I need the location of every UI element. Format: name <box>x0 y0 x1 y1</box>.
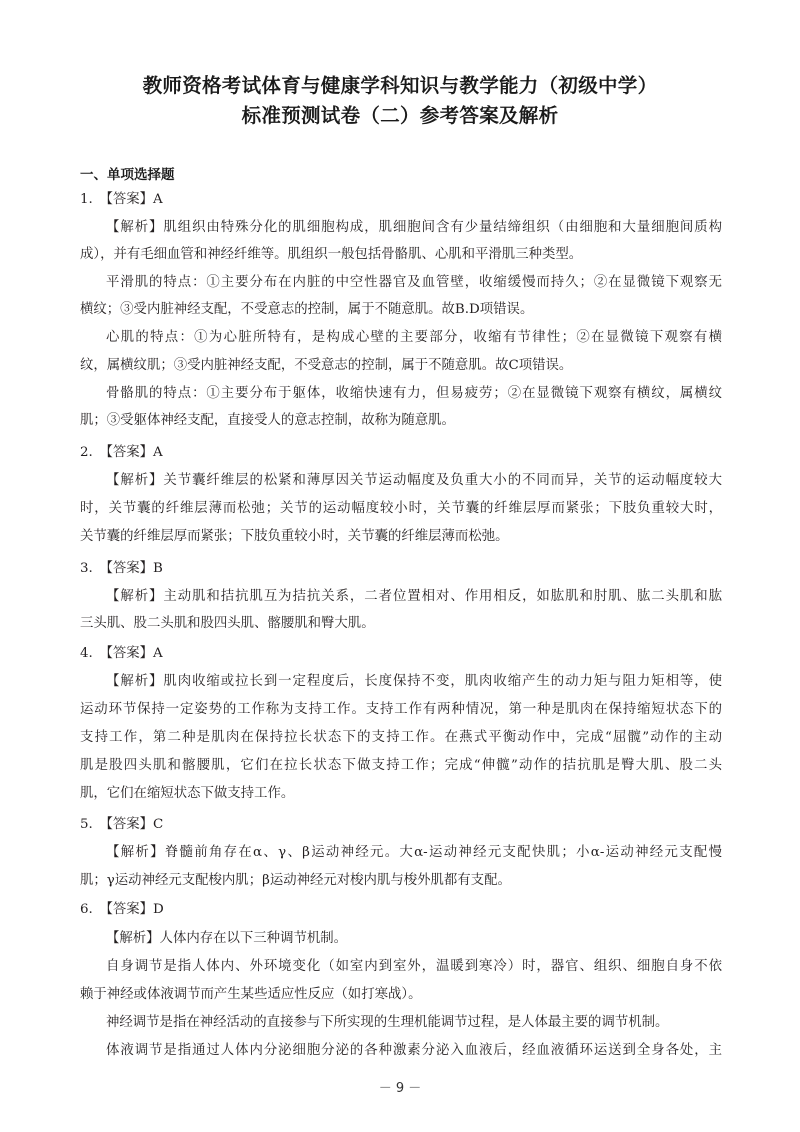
paragraph-line: 体液调节是指通过人体内分泌细胞分泌的各种激素分泌入血液后，经血液循环运送到全身各处，主 <box>106 1043 722 1058</box>
paragraph-line: 骨骼肌的特点：①主要分布于躯体，收缩快速有力，但易疲劳；②在显微镜下观察有横纹，属横纹 <box>106 386 722 401</box>
paragraph-line: 肌，它们在缩短状态下做支持工作。 <box>80 786 295 801</box>
paragraph-line: 【解析】关节囊纤维层的松紧和薄厚因关节运动幅度及负重大小的不同而异，关节的运动幅度较大 <box>106 473 722 488</box>
answer-line-q5: 5. 【答案】C <box>80 817 164 832</box>
paragraph-line: 肌；③受躯体神经支配，直接受人的意志控制，故称为随意肌。 <box>80 413 455 428</box>
answer-line-q6: 6. 【答案】D <box>80 902 164 917</box>
answer-line-q4: 4. 【答案】A <box>80 646 163 661</box>
paragraph-line: 关节囊的纤维层厚而紧张；下肢负重较小时，关节囊的纤维层薄而松弛。 <box>80 529 509 544</box>
answer-line-q2: 2. 【答案】A <box>80 445 163 460</box>
section-heading: 一、单项选择题 <box>80 167 175 183</box>
paragraph-line: 肌是股四头肌和髂腰肌，它们在拉长状态下做支持工作；完成“伸髋”动作的拮抗肌是臀大肌、股二头 <box>80 758 722 773</box>
paragraph-line: 【解析】人体内存在以下三种调节机制。 <box>106 931 348 946</box>
page-number: － 9 － <box>378 1081 422 1096</box>
paragraph-line: 平滑肌的特点：①主要分布在内脏的中空性器官及血管壁，收缩缓慢而持久；②在显微镜下观察无 <box>106 275 722 290</box>
paragraph-line: 时，关节囊的纤维层薄而松弛；关节的运动幅度较小时，关节囊的纤维层厚而紧张；下肢负重较大时， <box>80 501 722 516</box>
paragraph-line: 心肌的特点：①为心脏所特有，是构成心壁的主要部分，收缩有节律性；②在显微镜下观察有横 <box>106 330 722 345</box>
page-title-line1: 教师资格考试体育与健康学科知识与教学能力（初级中学） <box>142 74 658 97</box>
paragraph-line: 成），并有毛细血管和神经纤维等。肌组织一般包括骨骼肌、心肌和平滑肌三种类型。 <box>80 247 583 262</box>
paragraph-line: 三头肌、股二头肌和股四头肌、髂腰肌和臀大肌。 <box>80 616 375 631</box>
paragraph-line: 【解析】肌肉收缩或拉长到一定程度后，长度保持不变，肌肉收缩产生的动力矩与阻力矩相等，使 <box>106 674 722 689</box>
paragraph-line: 肌；γ运动神经元支配梭内肌；β运动神经元对梭内肌与梭外肌都有支配。 <box>80 873 511 888</box>
paragraph-line: 赖于神经或体液调节而产生某些适应性反应（如打寒战）。 <box>80 987 422 1002</box>
answer-line-q1: 1. 【答案】A <box>80 192 163 207</box>
paragraph-line: 纹，属横纹肌；③受内脏神经支配，不受意志的控制，属于不随意肌。故C项错误。 <box>80 358 573 373</box>
paragraph-line: 运动环节保持一定姿势的工作称为支持工作。支持工作有两种情况，第一种是肌肉在保持缩短状态下的 <box>80 702 722 717</box>
answer-line-q3: 3. 【答案】B <box>80 561 163 576</box>
paragraph-line: 神经调节是指在神经活动的直接参与下所实现的生理机能调节过程，是人体最主要的调节机制。 <box>106 1015 669 1030</box>
paragraph-line: 自身调节是指人体内、外环境变化（如室内到室外，温暖到寒冷）时，器官、组织、细胞自身不依 <box>106 959 722 974</box>
paragraph-line: 【解析】脊髓前角存在α、γ、β运动神经元。大α-运动神经元支配快肌；小α-运动神经元支配慢 <box>106 845 722 860</box>
paragraph-line: 【解析】主动肌和拮抗肌互为拮抗关系，二者位置相对、作用相反，如肱肌和肘肌、肱二头肌和肱 <box>106 589 722 604</box>
paragraph-line: 横纹；③受内脏神经支配，不受意志的控制，属于不随意肌。故B.D项错误。 <box>80 302 534 317</box>
paragraph-line: 支持工作，第二种是肌肉在保持拉长状态下的支持工作。在燕式平衡动作中，完成“屈髋”动作的主动 <box>80 730 722 745</box>
page-title-line2: 标准预测试卷（二）参考答案及解析 <box>241 104 559 127</box>
paragraph-line: 【解析】肌组织由特殊分化的肌细胞构成，肌细胞间含有少量结缔组织（由细胞和大量细胞间质构 <box>106 220 722 235</box>
